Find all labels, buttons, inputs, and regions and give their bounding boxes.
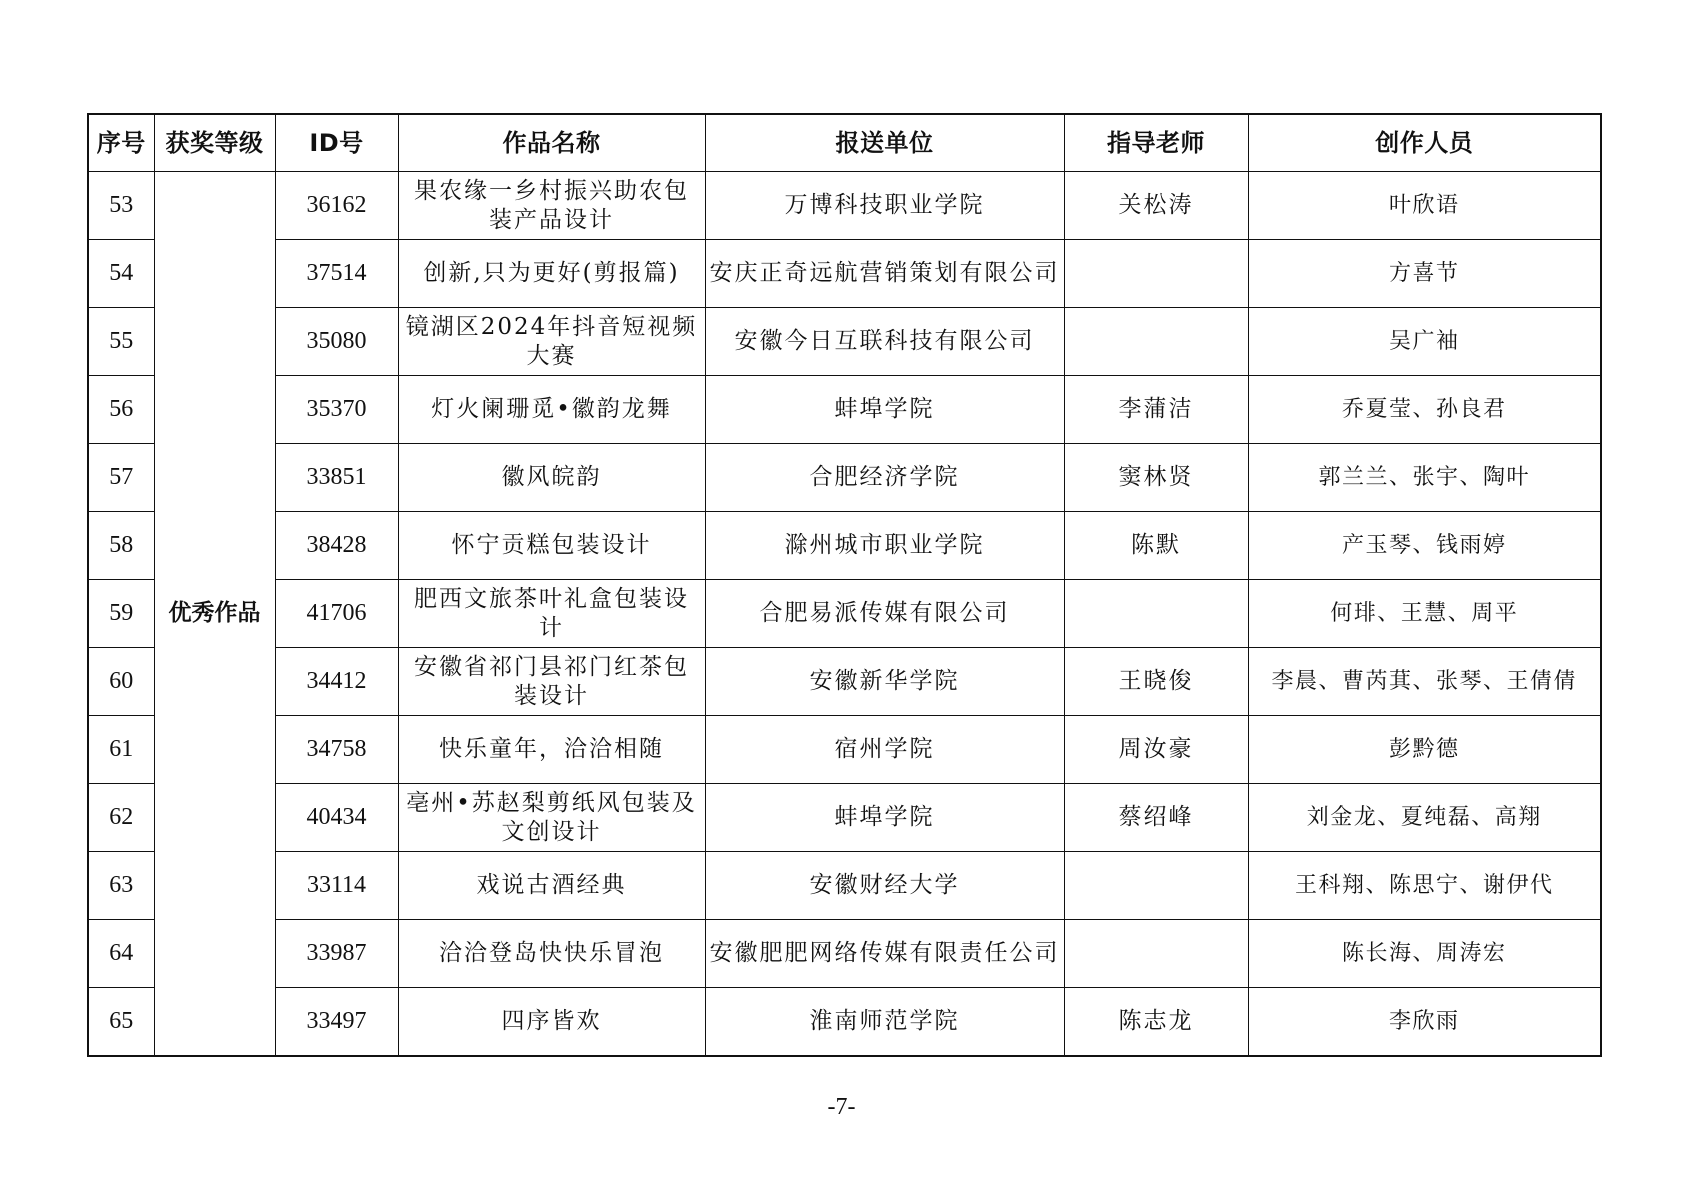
advisor-cell bbox=[1064, 308, 1248, 376]
id-cell: 34412 bbox=[275, 648, 398, 716]
creators-cell: 彭黔德 bbox=[1248, 716, 1601, 784]
work-name-cell: 果农缘一乡村振兴助农包装产品设计 bbox=[398, 172, 705, 240]
work-name-cell: 肥西文旅茶叶礼盒包装设计 bbox=[398, 580, 705, 648]
advisor-cell bbox=[1064, 580, 1248, 648]
advisor-cell: 蔡绍峰 bbox=[1064, 784, 1248, 852]
work-name-cell: 镜湖区2024年抖音短视频大赛 bbox=[398, 308, 705, 376]
id-cell: 35080 bbox=[275, 308, 398, 376]
header-serial-number: 序号 bbox=[88, 114, 154, 172]
advisor-cell: 周汝豪 bbox=[1064, 716, 1248, 784]
header-creators: 创作人员 bbox=[1248, 114, 1601, 172]
advisor-cell: 陈默 bbox=[1064, 512, 1248, 580]
work-name-cell: 创新,只为更好(剪报篇) bbox=[398, 240, 705, 308]
work-name-cell: 徽风皖韵 bbox=[398, 444, 705, 512]
id-cell: 33114 bbox=[275, 852, 398, 920]
serial-number-cell: 57 bbox=[88, 444, 154, 512]
submitting-unit-cell: 安庆正奇远航营销策划有限公司 bbox=[705, 240, 1064, 308]
advisor-cell bbox=[1064, 240, 1248, 308]
header-work-name: 作品名称 bbox=[398, 114, 705, 172]
creators-cell: 郭兰兰、张宇、陶叶 bbox=[1248, 444, 1601, 512]
creators-cell: 刘金龙、夏纯磊、高翔 bbox=[1248, 784, 1601, 852]
work-name-cell: 灯火阑珊觅•徽韵龙舞 bbox=[398, 376, 705, 444]
submitting-unit-cell: 蚌埠学院 bbox=[705, 376, 1064, 444]
work-name-cell: 戏说古酒经典 bbox=[398, 852, 705, 920]
table-row bbox=[88, 580, 1601, 648]
creators-cell: 王科翔、陈思宁、谢伊代 bbox=[1248, 852, 1601, 920]
id-cell: 33497 bbox=[275, 988, 398, 1057]
header-submitting-unit: 报送单位 bbox=[705, 114, 1064, 172]
id-cell: 34758 bbox=[275, 716, 398, 784]
advisor-cell: 李蒲洁 bbox=[1064, 376, 1248, 444]
creators-cell: 吴广袖 bbox=[1248, 308, 1601, 376]
submitting-unit-cell: 淮南师范学院 bbox=[705, 988, 1064, 1057]
serial-number-cell: 58 bbox=[88, 512, 154, 580]
award-level-cell: 优秀作品 bbox=[154, 172, 275, 1057]
submitting-unit-cell: 安徽新华学院 bbox=[705, 648, 1064, 716]
advisor-cell: 关松涛 bbox=[1064, 172, 1248, 240]
id-cell: 37514 bbox=[275, 240, 398, 308]
creators-cell: 产玉琴、钱雨婷 bbox=[1248, 512, 1601, 580]
serial-number-cell: 59 bbox=[88, 580, 154, 648]
submitting-unit-cell: 安徽肥肥网络传媒有限责任公司 bbox=[705, 920, 1064, 988]
table-row bbox=[88, 852, 1601, 920]
creators-cell: 李晨、曹芮萁、张琴、王倩倩 bbox=[1248, 648, 1601, 716]
id-cell: 40434 bbox=[275, 784, 398, 852]
work-name-cell: 四序皆欢 bbox=[398, 988, 705, 1057]
creators-cell: 叶欣语 bbox=[1248, 172, 1601, 240]
header-advisor: 指导老师 bbox=[1064, 114, 1248, 172]
id-cell: 33987 bbox=[275, 920, 398, 988]
header-id: ID号 bbox=[275, 114, 398, 172]
serial-number-cell: 62 bbox=[88, 784, 154, 852]
creators-cell: 乔夏莹、孙良君 bbox=[1248, 376, 1601, 444]
table-row bbox=[88, 240, 1601, 308]
work-name-cell: 洽洽登岛快快乐冒泡 bbox=[398, 920, 705, 988]
table-row bbox=[88, 988, 1601, 1057]
id-cell: 35370 bbox=[275, 376, 398, 444]
table-row bbox=[88, 308, 1601, 376]
serial-number-cell: 63 bbox=[88, 852, 154, 920]
serial-number-cell: 64 bbox=[88, 920, 154, 988]
submitting-unit-cell: 合肥易派传媒有限公司 bbox=[705, 580, 1064, 648]
table-row bbox=[88, 172, 1601, 240]
creators-cell: 方喜节 bbox=[1248, 240, 1601, 308]
advisor-cell: 窦林贤 bbox=[1064, 444, 1248, 512]
header-award-level: 获奖等级 bbox=[154, 114, 275, 172]
submitting-unit-cell: 滁州城市职业学院 bbox=[705, 512, 1064, 580]
table-row bbox=[88, 648, 1601, 716]
table-row bbox=[88, 444, 1601, 512]
serial-number-cell: 60 bbox=[88, 648, 154, 716]
id-cell: 36162 bbox=[275, 172, 398, 240]
serial-number-cell: 56 bbox=[88, 376, 154, 444]
work-name-cell: 快乐童年，洽洽相随 bbox=[398, 716, 705, 784]
id-cell: 41706 bbox=[275, 580, 398, 648]
submitting-unit-cell: 万博科技职业学院 bbox=[705, 172, 1064, 240]
table-row bbox=[88, 920, 1601, 988]
advisor-cell bbox=[1064, 852, 1248, 920]
id-cell: 33851 bbox=[275, 444, 398, 512]
work-name-cell: 怀宁贡糕包装设计 bbox=[398, 512, 705, 580]
work-name-cell: 亳州•苏赵梨剪纸风包装及文创设计 bbox=[398, 784, 705, 852]
serial-number-cell: 55 bbox=[88, 308, 154, 376]
creators-cell: 何琲、王慧、周平 bbox=[1248, 580, 1601, 648]
submitting-unit-cell: 宿州学院 bbox=[705, 716, 1064, 784]
serial-number-cell: 65 bbox=[88, 988, 154, 1057]
award-table bbox=[87, 113, 1602, 1057]
serial-number-cell: 61 bbox=[88, 716, 154, 784]
advisor-cell bbox=[1064, 920, 1248, 988]
table-row bbox=[88, 376, 1601, 444]
creators-cell: 李欣雨 bbox=[1248, 988, 1601, 1057]
submitting-unit-cell: 安徽财经大学 bbox=[705, 852, 1064, 920]
submitting-unit-cell: 蚌埠学院 bbox=[705, 784, 1064, 852]
submitting-unit-cell: 合肥经济学院 bbox=[705, 444, 1064, 512]
table-row bbox=[88, 784, 1601, 852]
serial-number-cell: 53 bbox=[88, 172, 154, 240]
id-cell: 38428 bbox=[275, 512, 398, 580]
submitting-unit-cell: 安徽今日互联科技有限公司 bbox=[705, 308, 1064, 376]
serial-number-cell: 54 bbox=[88, 240, 154, 308]
advisor-cell: 王晓俊 bbox=[1064, 648, 1248, 716]
table-header-row bbox=[88, 114, 1601, 172]
creators-cell: 陈长海、周涛宏 bbox=[1248, 920, 1601, 988]
work-name-cell: 安徽省祁门县祁门红茶包装设计 bbox=[398, 648, 705, 716]
advisor-cell: 陈志龙 bbox=[1064, 988, 1248, 1057]
page-number: -7- bbox=[827, 1094, 856, 1120]
table-row bbox=[88, 716, 1601, 784]
table-row bbox=[88, 512, 1601, 580]
